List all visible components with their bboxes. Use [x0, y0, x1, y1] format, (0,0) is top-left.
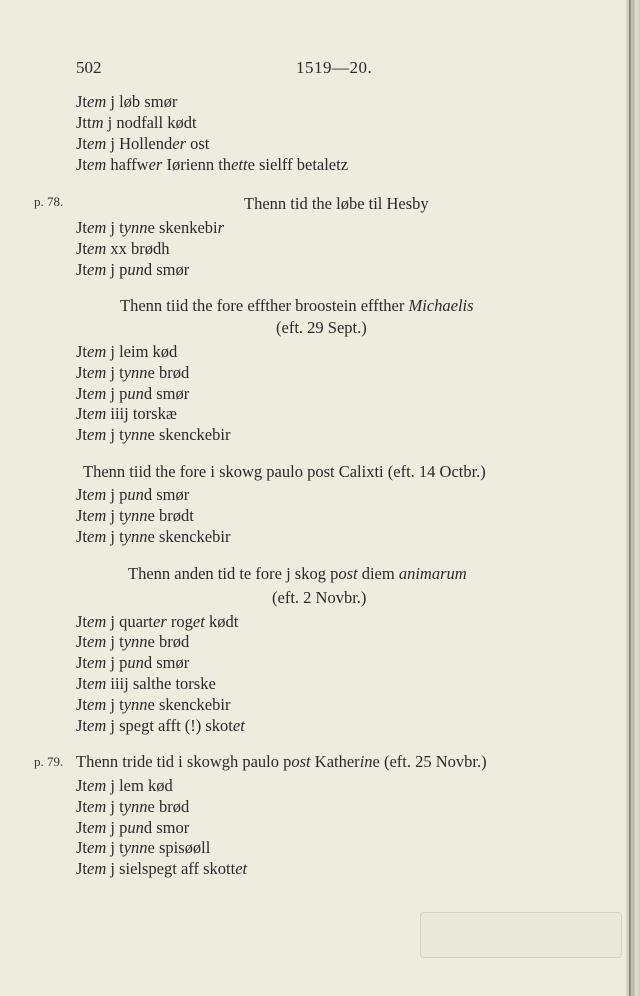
margin-ref-p78: p. 78. — [34, 194, 64, 209]
entry-line: Jtem j quarter roget kødt — [76, 612, 239, 631]
entry-line: Jtem xx brødh — [76, 239, 170, 258]
entry-line: Jtem j tynne skenckebir — [76, 425, 231, 444]
entry-line: Jtem j løb smør — [76, 92, 178, 111]
section-heading: Thenn tiid the fore effther broostein effther Michaelis — [120, 296, 474, 315]
entry-line: Jtem j tynne brød — [76, 797, 190, 816]
entry-line: Jtem j tynne skenkebir — [76, 218, 225, 237]
section-heading: Thenn tiid the fore i skowg paulo post Calixti (eft. 14 Octbr.) — [83, 462, 486, 481]
entry-line: Jtem j pund smør — [76, 653, 190, 672]
running-head-years: 1519—20. — [296, 58, 373, 77]
page-edge — [626, 0, 640, 996]
entry-line: Jtem j leim kød — [76, 342, 178, 361]
entry-line: Jtem iiij salthe torske — [76, 674, 216, 693]
entry-line: Jtem j pund smør — [76, 260, 190, 279]
entry-line: Jtem j Hollender ost — [76, 134, 210, 153]
entry-line: Jtem j tynne skenckebir — [76, 695, 231, 714]
section-heading: Thenn anden tid te fore j skog post diem animarum — [128, 564, 467, 583]
page-number: 502 — [76, 58, 102, 77]
entry-line: Jtem j tynne brød — [76, 632, 190, 651]
entry-line: Jttm j nodfall kødt — [76, 113, 197, 132]
margin-ref-p79: p. 79. — [34, 754, 64, 769]
entry-line: Jtem j tynne brødt — [76, 506, 194, 525]
section-heading: Thenn tride tid i skowgh paulo post Katherine (eft. 25 Novbr.) — [76, 752, 487, 771]
entry-line: Jtem j tynne skenckebir — [76, 527, 231, 546]
section-heading: Thenn tid the løbe til Hesby — [244, 194, 429, 213]
section-date: (eft. 29 Sept.) — [276, 318, 367, 337]
entry-line: Jtem j tynne brød — [76, 363, 190, 382]
entry-line: Jtem j pund smør — [76, 485, 190, 504]
page-header — [0, 58, 626, 82]
entry-line: Jtem j pund smor — [76, 818, 190, 837]
entry-line: Jtem j spegt afft (!) skotet — [76, 716, 245, 735]
entry-line: Jtem j pund smør — [76, 384, 190, 403]
entry-line: Jtem j lem kød — [76, 776, 173, 795]
entry-line: Jtem j sielspegt aff skottet — [76, 859, 248, 878]
entry-line: Jtem j tynne spisøøll — [76, 838, 211, 857]
entry-line: Jtem haffwer Iørienn thette sielff betaletz — [76, 155, 349, 174]
library-stamp — [420, 912, 622, 958]
entry-line: Jtem iiij torskæ — [76, 404, 177, 423]
section-date: (eft. 2 Novbr.) — [272, 588, 367, 607]
